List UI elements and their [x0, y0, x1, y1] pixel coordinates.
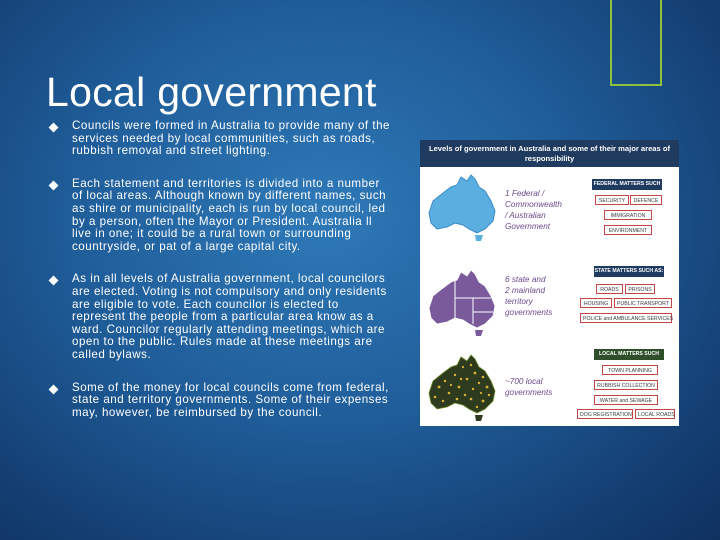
federal-item-security: SECURITY	[595, 195, 629, 205]
state-label-line: territory	[505, 297, 533, 306]
bullet-text: As in all levels of Australia government, local councilors are elected. Voting is not compulsory and only residents are eligible to vote. Each councilor is elected to represent the people from a particular area know as a ward. Councilor regularly attending meetings, which are open to the public. Rules made at these meetings are called bylaws.	[72, 272, 387, 361]
state-item-public-transport: PUBLIC TRANSPORT	[614, 298, 672, 308]
state-item-police-ambulance: POLICE and AMBULANCE SERVICES	[580, 313, 672, 323]
australia-map-local-icon	[425, 353, 503, 425]
local-level-label	[505, 376, 552, 398]
diamond-bullet-icon	[49, 123, 59, 133]
bullet-item	[46, 273, 392, 361]
local-item-rubbish-collection: RUBBISH COLLECTION	[594, 380, 658, 390]
state-item-roads: ROADS	[596, 284, 623, 294]
local-matters-tag: LOCAL MATTERS SUCH	[594, 349, 664, 360]
bullet-item	[46, 382, 392, 420]
diamond-bullet-icon	[49, 384, 59, 394]
state-label-line: 2 mainland	[505, 286, 546, 295]
state-label-line: governments	[505, 308, 553, 317]
state-item-prisons: PRISONS	[625, 284, 655, 294]
federal-label-line: / Australian	[505, 211, 546, 220]
state-item-housing: HOUSING	[580, 298, 612, 308]
diamond-bullet-icon	[49, 276, 59, 286]
federal-label-line: Commonwealth	[505, 200, 562, 209]
federal-item-defence: DEFENCE	[630, 195, 662, 205]
local-item-dog-registration: DOG REGISTRATION	[577, 409, 633, 419]
local-label-line: ~700 local	[505, 377, 543, 386]
federal-item-immigration: IMMIGRATION	[604, 210, 652, 220]
bullet-item	[46, 178, 392, 254]
diamond-bullet-icon	[49, 180, 59, 190]
infographic-header: Levels of government in Australia and some of their major areas of responsibility	[420, 140, 679, 167]
local-label-line: governments	[505, 388, 553, 397]
slide-title: Local government	[46, 69, 377, 116]
federal-level-label	[505, 188, 562, 232]
local-item-water-sewage: WATER and SEWAGE	[594, 395, 658, 405]
local-item-local-roads: LOCAL ROADS	[635, 409, 675, 419]
bullet-item	[46, 120, 392, 158]
australia-map-state-icon	[425, 268, 503, 340]
australia-map-federal-icon	[425, 173, 503, 245]
government-levels-infographic	[420, 140, 679, 426]
local-item-town-planning: TOWN PLANNING	[602, 365, 658, 375]
federal-item-environment: ENVIRONMENT	[604, 225, 652, 235]
federal-label-line: Government	[505, 222, 551, 231]
bullet-text: Some of the money for local councils come from federal, state and territory governments. Some of their expenses may, however, be reimbursed by the council.	[72, 380, 389, 419]
state-level-label	[505, 274, 552, 318]
federal-label-line: 1 Federal /	[505, 189, 545, 198]
federal-matters-tag: FEDERAL MATTERS SUCH	[592, 179, 662, 190]
bullet-text: Councils were formed in Australia to provide many of the services needed by local communities, such as roads, rubbish removal and street lighting.	[72, 119, 390, 158]
state-matters-tag: STATE MATTERS SUCH AS:	[594, 266, 664, 277]
corner-accent-box	[610, 0, 662, 86]
bullet-list	[46, 120, 392, 439]
state-label-line: 6 state and	[505, 275, 546, 284]
bullet-text: Each statement and territories is divided into a number of local areas. Although known by different names, such as shire or municipality, each is run by local council, led by a person, often the Mayor or President. Australia ll live in one; it could be a rural town or surrounding countryside, or pat of a large capital city.	[72, 176, 387, 253]
